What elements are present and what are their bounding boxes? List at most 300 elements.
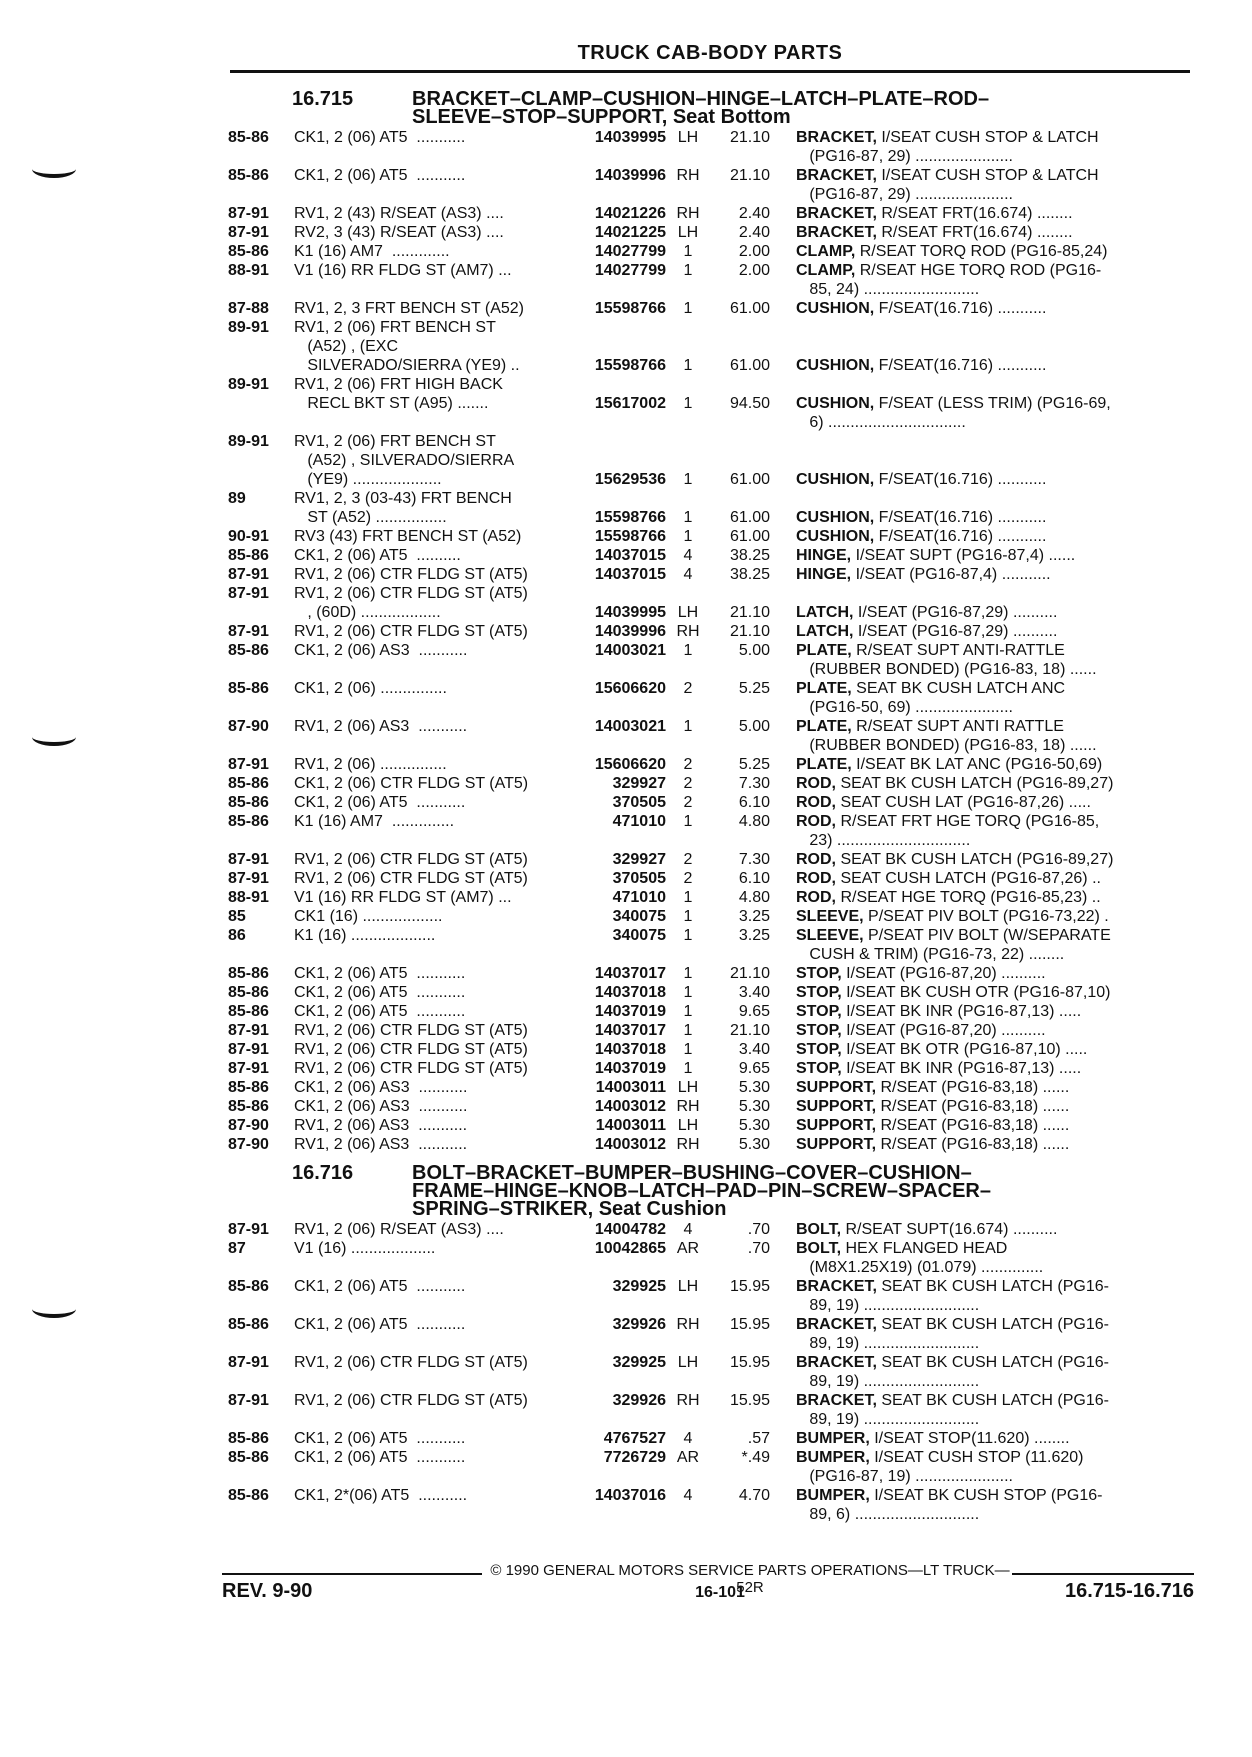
price: 3.25 (738, 927, 770, 944)
part-name: PLATE, (796, 642, 852, 659)
part-name: SUPPORT, (796, 1098, 877, 1115)
part-detail: P/SEAT PIV BOLT (W/SEPARATE (863, 927, 1111, 944)
part-description (770, 527, 1194, 546)
price (710, 432, 770, 451)
model-application: CK1, 2 (06) AS3 ........... (294, 642, 468, 659)
part-number (568, 337, 666, 356)
model-application: CK1, 2 (06) AT5 ........... (294, 167, 466, 184)
year-range: 85-86 (228, 813, 269, 830)
year-range: 87-91 (228, 566, 269, 583)
part-description (770, 128, 1194, 147)
quantity: LH (677, 1278, 699, 1295)
table-row (228, 1116, 1194, 1135)
table-row (228, 451, 1194, 470)
year-range: 87-91 (228, 224, 269, 241)
part-detail: 85, 24) .......................... (796, 281, 980, 298)
part-number (568, 318, 666, 337)
part-number: 15598766 (594, 509, 666, 526)
part-description (770, 318, 1194, 337)
year-range: 87-91 (228, 851, 269, 868)
part-detail: R/SEAT HGE TORQ ROD (PG16- (855, 262, 1102, 279)
part-detail: I/SEAT BK CUSH STOP (PG16- (869, 1487, 1103, 1504)
part-description (770, 964, 1194, 983)
quantity (666, 185, 710, 204)
part-detail: I/SEAT (PG16-87,20) .......... (841, 965, 1046, 982)
price: 21.10 (729, 623, 770, 640)
year-range: 85-86 (228, 1316, 269, 1333)
part-detail: CUSH & TRIM) (PG16-73, 22) ........ (796, 946, 1065, 963)
quantity (666, 1258, 710, 1277)
part-detail: 89, 19) .......................... (796, 1411, 980, 1428)
part-number: 7726729 (603, 1449, 666, 1466)
quantity (666, 1296, 710, 1315)
part-number: 329927 (612, 775, 666, 792)
table-row (228, 375, 1194, 394)
section-title-line: FRAME–HINGE–KNOB–LATCH–PAD–PIN–SCREW–SPACER– (412, 1180, 991, 1202)
part-detail: R/SEAT (PG16-83,18) ...... (876, 1136, 1070, 1153)
part-number: 370505 (612, 870, 666, 887)
part-name: BOLT, (796, 1240, 842, 1257)
part-description (770, 945, 1194, 964)
quantity: 4 (683, 1430, 693, 1447)
year-range (228, 1410, 294, 1429)
part-name: BOLT, (796, 1221, 842, 1238)
price: 9.65 (738, 1060, 770, 1077)
quantity (666, 432, 710, 451)
price: 3.40 (738, 1041, 770, 1058)
part-description (770, 394, 1194, 413)
part-number (568, 432, 666, 451)
quantity (666, 413, 710, 432)
model-application: RV1, 2 (06) R/SEAT (AS3) .... (294, 1221, 504, 1238)
part-detail: R/SEAT HGE TORQ (PG16-85,23) .. (836, 889, 1101, 906)
part-description (770, 261, 1194, 280)
part-number (568, 1258, 666, 1277)
part-detail: F/SEAT(16.716) ........... (874, 471, 1047, 488)
part-detail: F/SEAT(16.716) ........... (874, 300, 1047, 317)
model-application: CK1, 2 (06) AS3 ........... (294, 1098, 468, 1115)
part-detail: SEAT CUSH LAT (PG16-87,26) ..... (836, 794, 1091, 811)
year-range: 85-86 (228, 642, 269, 659)
model-application (294, 185, 568, 204)
part-number: 14037016 (594, 1487, 666, 1504)
table-row (228, 1353, 1194, 1372)
price (710, 1296, 770, 1315)
part-number: 14037018 (594, 984, 666, 1001)
model-application: V1 (16) RR FLDG ST (AM7) ... (294, 262, 512, 279)
year-range (228, 945, 294, 964)
table-row (228, 1505, 1194, 1524)
table-row (228, 318, 1194, 337)
year-range: 85-86 (228, 243, 269, 260)
quantity: LH (677, 224, 699, 241)
model-application (294, 147, 568, 166)
price: 5.25 (738, 756, 770, 773)
part-name: BRACKET, (796, 1278, 877, 1295)
table-row (228, 850, 1194, 869)
year-range (228, 660, 294, 679)
price: .57 (747, 1430, 770, 1447)
part-detail: F/SEAT(16.716) ........... (874, 509, 1047, 526)
model-application: CK1, 2 (06) ............... (294, 680, 447, 697)
table-row (228, 1372, 1194, 1391)
price: 6.10 (738, 794, 770, 811)
quantity: 1 (683, 1022, 693, 1039)
part-description (770, 1296, 1194, 1315)
table-row (228, 223, 1194, 242)
part-detail: SEAT BK CUSH LATCH (PG16- (876, 1278, 1109, 1295)
model-application: CK1, 2 (06) AT5 ........... (294, 1449, 466, 1466)
model-application: RV1, 2 (06) AS3 ........... (294, 1117, 468, 1134)
part-description (770, 584, 1194, 603)
year-range: 85-86 (228, 1003, 269, 1020)
year-range: 85-86 (228, 984, 269, 1001)
part-detail: (M8X1.25X19) (01.079) .............. (796, 1259, 1044, 1276)
model-application: , (60D) .................. (294, 604, 441, 621)
year-range: 87-91 (228, 205, 269, 222)
price: 7.30 (738, 851, 770, 868)
part-description (770, 888, 1194, 907)
quantity: RH (676, 623, 700, 640)
year-range: 85-86 (228, 1487, 269, 1504)
year-range: 85-86 (228, 547, 269, 564)
part-description (770, 983, 1194, 1002)
price: 38.25 (729, 547, 770, 564)
part-name: BRACKET, (796, 1316, 877, 1333)
part-description (770, 622, 1194, 641)
price: 2.40 (738, 224, 770, 241)
part-name: ROD, (796, 813, 836, 830)
catalog-section (228, 1158, 1194, 1524)
quantity (666, 584, 710, 603)
model-application: V1 (16) RR FLDG ST (AM7) ... (294, 889, 512, 906)
part-name: CUSHION, (796, 471, 875, 488)
quantity: 1 (683, 642, 693, 659)
part-detail: 89, 19) .......................... (796, 1373, 980, 1390)
part-name: ROD, (796, 775, 836, 792)
table-row (228, 185, 1194, 204)
table-row (228, 907, 1194, 926)
price: 2.40 (738, 205, 770, 222)
price: 4.80 (738, 889, 770, 906)
part-name: CUSHION, (796, 395, 875, 412)
quantity (666, 147, 710, 166)
part-detail: R/SEAT SUPT ANTI RATTLE (851, 718, 1064, 735)
model-application: K1 (16) AM7 ............. (294, 243, 450, 260)
part-description (770, 660, 1194, 679)
model-application: RV1, 2 (06) CTR FLDG ST (AT5) (294, 585, 528, 602)
part-name: CUSHION, (796, 300, 875, 317)
quantity (666, 337, 710, 356)
part-detail: SEAT BK CUSH LATCH (PG16-89,27) (836, 775, 1114, 792)
quantity (666, 831, 710, 850)
part-detail: 89, 19) .......................... (796, 1297, 980, 1314)
table-row (228, 812, 1194, 831)
quantity: 2 (683, 756, 693, 773)
part-number (568, 1372, 666, 1391)
year-range: 85-86 (228, 965, 269, 982)
quantity (666, 1334, 710, 1353)
part-detail: I/SEAT CUSH STOP (11.620) (869, 1449, 1084, 1466)
year-range: 89 (228, 490, 246, 507)
part-name: CUSHION, (796, 509, 875, 526)
part-description (770, 1391, 1194, 1410)
part-number: 4767527 (603, 1430, 666, 1447)
part-description (770, 1116, 1194, 1135)
price: 38.25 (729, 566, 770, 583)
year-range: 85-86 (228, 1079, 269, 1096)
part-description (770, 1315, 1194, 1334)
model-application (294, 1296, 568, 1315)
part-description (770, 1078, 1194, 1097)
part-number: 329926 (612, 1392, 666, 1409)
table-row (228, 603, 1194, 622)
year-range: 87-91 (228, 1221, 269, 1238)
part-description (770, 413, 1194, 432)
price (710, 147, 770, 166)
year-range: 86 (228, 927, 246, 944)
part-name: ROD, (796, 794, 836, 811)
quantity (666, 489, 710, 508)
part-detail: 89, 19) .......................... (796, 1335, 980, 1352)
year-range (228, 1467, 294, 1486)
model-application (294, 1258, 568, 1277)
price (710, 660, 770, 679)
quantity: 1 (683, 718, 693, 735)
part-name: CLAMP, (796, 243, 856, 260)
table-row (228, 280, 1194, 299)
year-range (228, 1296, 294, 1315)
model-application (294, 1505, 568, 1524)
model-application: RV1, 2 (06) FRT BENCH ST (294, 433, 496, 450)
price: 4.70 (738, 1487, 770, 1504)
part-number: 14037017 (594, 1022, 666, 1039)
part-name: BRACKET, (796, 1392, 877, 1409)
price (710, 375, 770, 394)
footer-rule-left (222, 1573, 482, 1575)
part-name: CLAMP, (796, 262, 856, 279)
part-detail: I/SEAT BK INR (PG16-87,13) ..... (841, 1003, 1082, 1020)
part-detail: R/SEAT TORQ ROD (PG16-85,24) (855, 243, 1108, 260)
year-range: 87-91 (228, 1354, 269, 1371)
quantity: 2 (683, 851, 693, 868)
part-name: PLATE, (796, 718, 852, 735)
model-application: RV1, 2 (06) AS3 ........... (294, 1136, 468, 1153)
section-title (412, 1164, 1194, 1218)
part-detail: SEAT BK CUSH LATCH (PG16- (876, 1392, 1109, 1409)
part-number: 14037018 (594, 1041, 666, 1058)
price (710, 584, 770, 603)
price: 5.25 (738, 680, 770, 697)
price: 3.40 (738, 984, 770, 1001)
part-number (568, 584, 666, 603)
price: 15.95 (729, 1354, 770, 1371)
part-description (770, 489, 1194, 508)
price: 5.30 (738, 1136, 770, 1153)
price (710, 280, 770, 299)
part-detail: I/SEAT BK CUSH OTR (PG16-87,10) (841, 984, 1111, 1001)
part-name: CUSHION, (796, 528, 875, 545)
year-range: 87-90 (228, 1117, 269, 1134)
quantity: 1 (683, 984, 693, 1001)
year-range (228, 185, 294, 204)
table-row (228, 1002, 1194, 1021)
table-row (228, 831, 1194, 850)
price: 61.00 (729, 357, 770, 374)
price: *.49 (741, 1449, 770, 1466)
quantity: 1 (683, 300, 693, 317)
part-description (770, 831, 1194, 850)
section-title (412, 90, 1194, 126)
model-application: CK1, 2 (06) AT5 ........... (294, 1430, 466, 1447)
table-row (228, 1486, 1194, 1505)
model-application: RV1, 2 (43) R/SEAT (AS3) .... (294, 205, 504, 222)
part-detail: I/SEAT (PG16-87,29) .......... (853, 604, 1058, 621)
part-number: 329925 (612, 1278, 666, 1295)
table-row (228, 413, 1194, 432)
part-detail: I/SEAT BK INR (PG16-87,13) ..... (841, 1060, 1082, 1077)
model-application: RV1, 2 (06) CTR FLDG ST (AT5) (294, 851, 528, 868)
quantity: 2 (683, 680, 693, 697)
part-number: 14003012 (594, 1136, 666, 1153)
part-detail: I/SEAT STOP(11.620) ........ (869, 1430, 1070, 1447)
price (710, 698, 770, 717)
part-detail: F/SEAT (LESS TRIM) (PG16-69, (874, 395, 1111, 412)
model-application (294, 413, 568, 432)
page-number: 16-101 (695, 1584, 745, 1601)
section-heading (228, 84, 1194, 128)
year-range: 90-91 (228, 528, 269, 545)
table-row (228, 1021, 1194, 1040)
part-detail: F/SEAT(16.716) ........... (874, 357, 1047, 374)
part-number: 340075 (612, 908, 666, 925)
price: 21.10 (729, 167, 770, 184)
part-detail: I/SEAT (PG16-87,4) ........... (851, 566, 1051, 583)
quantity (666, 698, 710, 717)
part-detail: I/SEAT (PG16-87,20) .......... (841, 1022, 1046, 1039)
model-application (294, 736, 568, 755)
model-application: RV1, 2, 3 FRT BENCH ST (A52) (294, 300, 525, 317)
part-number: 15598766 (594, 357, 666, 374)
table-row (228, 261, 1194, 280)
part-name: BUMPER, (796, 1449, 870, 1466)
part-name: SUPPORT, (796, 1136, 877, 1153)
catalog-section (228, 84, 1194, 1154)
model-application: RV1, 2, 3 (03-43) FRT BENCH (294, 490, 512, 507)
price: 7.30 (738, 775, 770, 792)
part-number: 14003011 (595, 1079, 666, 1096)
part-description (770, 242, 1194, 261)
year-range: 85 (228, 908, 246, 925)
model-application: CK1, 2 (06) AS3 ........... (294, 1079, 468, 1096)
part-name: STOP, (796, 1022, 842, 1039)
model-application: V1 (16) ................... (294, 1240, 436, 1257)
part-name: BRACKET, (796, 167, 877, 184)
quantity (666, 318, 710, 337)
section-heading (228, 1158, 1194, 1220)
part-description (770, 223, 1194, 242)
price (710, 1258, 770, 1277)
part-name: SUPPORT, (796, 1117, 877, 1134)
model-application: RV1, 2 (06) CTR FLDG ST (AT5) (294, 870, 528, 887)
part-detail: I/SEAT BK OTR (PG16-87,10) ..... (841, 1041, 1088, 1058)
part-number (568, 660, 666, 679)
model-application: CK1, 2 (06) AT5 ........... (294, 1278, 466, 1295)
part-name: PLATE, (796, 756, 852, 773)
quantity: RH (676, 1392, 700, 1409)
part-description (770, 565, 1194, 584)
price (710, 337, 770, 356)
quantity (666, 1505, 710, 1524)
table-row (228, 1135, 1194, 1154)
quantity: RH (676, 205, 700, 222)
model-application: (A52) , (EXC (294, 338, 399, 355)
part-detail: R/SEAT (PG16-83,18) ...... (876, 1098, 1070, 1115)
part-name: BUMPER, (796, 1430, 870, 1447)
model-application: RV1, 2 (06) CTR FLDG ST (AT5) (294, 1022, 528, 1039)
model-application (294, 1467, 568, 1486)
table-row (228, 166, 1194, 185)
part-detail: I/SEAT (PG16-87,29) .......... (853, 623, 1058, 640)
part-number (568, 375, 666, 394)
part-detail: (PG16-87, 19) ...................... (796, 1468, 1013, 1485)
part-description (770, 1059, 1194, 1078)
model-application: CK1, 2*(06) AT5 ........... (294, 1487, 468, 1504)
table-row (228, 793, 1194, 812)
part-description (770, 717, 1194, 736)
table-row (228, 147, 1194, 166)
table-row (228, 679, 1194, 698)
footer-copyright: © 1990 GENERAL MOTORS SERVICE PARTS OPERATIONS—LT TRUCK—52R (490, 1562, 1010, 1596)
header-rule (230, 70, 1190, 73)
quantity: LH (677, 1117, 699, 1134)
part-detail: (PG16-87, 29) ...................... (796, 148, 1013, 165)
part-description (770, 793, 1194, 812)
part-number: 15598766 (594, 528, 666, 545)
part-detail: (RUBBER BONDED) (PG16-83, 18) ...... (796, 737, 1097, 754)
price (710, 318, 770, 337)
model-application (294, 1410, 568, 1429)
binder-hole-mark (32, 160, 76, 178)
price: 61.00 (729, 528, 770, 545)
table-row (228, 1429, 1194, 1448)
year-range: 88-91 (228, 889, 269, 906)
table-row (228, 983, 1194, 1002)
part-number (568, 831, 666, 850)
part-description (770, 356, 1194, 375)
model-application (294, 660, 568, 679)
table-row (228, 1220, 1194, 1239)
part-name: STOP, (796, 965, 842, 982)
part-number: 15629536 (594, 471, 666, 488)
part-description (770, 1429, 1194, 1448)
part-description (770, 204, 1194, 223)
part-description (770, 1505, 1194, 1524)
year-range: 87-91 (228, 1041, 269, 1058)
price (710, 945, 770, 964)
year-range (228, 394, 294, 413)
model-application: ST (A52) ................ (294, 509, 447, 526)
quantity (666, 1410, 710, 1429)
part-description (770, 774, 1194, 793)
part-number: 370505 (612, 794, 666, 811)
price: 61.00 (729, 471, 770, 488)
section-number: 16.715 (292, 88, 354, 110)
year-range: 85-86 (228, 1278, 269, 1295)
part-name: BRACKET, (796, 129, 877, 146)
section-title-line: BRACKET–CLAMP–CUSHION–HINGE–LATCH–PLATE–ROD– (412, 88, 990, 110)
table-row (228, 1410, 1194, 1429)
